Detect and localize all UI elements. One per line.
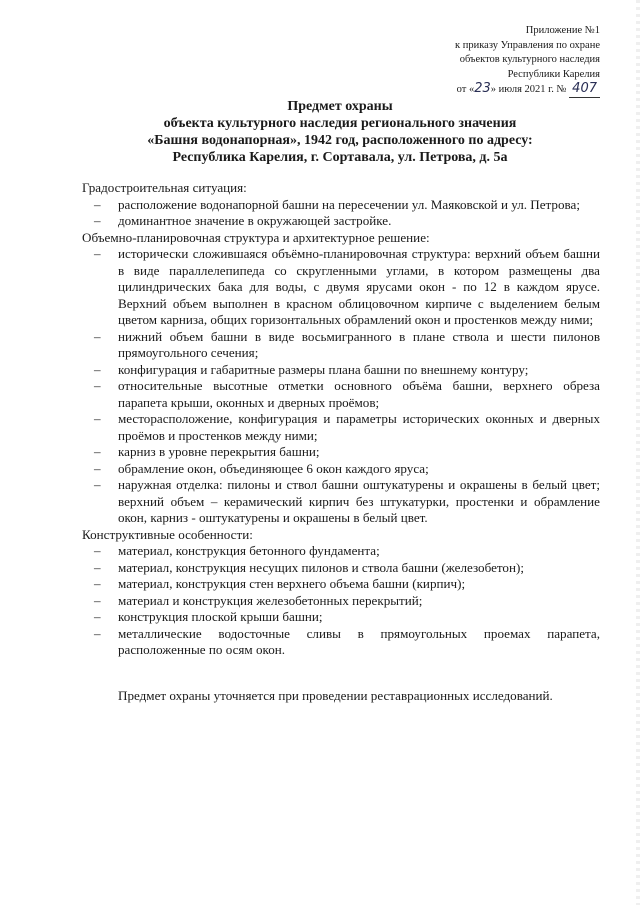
bullet-dash: – [94, 246, 101, 261]
list-item [82, 362, 600, 379]
section [82, 527, 600, 659]
list-item-text: наружная отделка: пилоны и ствол башни оштукатурены и окрашены в белый цвет; верхний объем – керамический кирпич без штукатурки, простенки и обрамление окон, карниз - оштукатурены и окрашены в белый цвет. [118, 477, 600, 525]
list-item [82, 213, 600, 230]
list-item [82, 543, 600, 560]
handwritten-order-number: 407 [569, 82, 600, 98]
bullet-dash: – [94, 477, 101, 492]
bullet-dash: – [94, 213, 101, 228]
date-prefix: от « [456, 84, 475, 95]
list-item [82, 378, 600, 411]
list-item-text: материал, конструкция стен верхнего объема башни (кирпич); [118, 576, 466, 591]
bullet-dash: – [94, 460, 101, 476]
appendix-line-4: Республики Карелия [507, 68, 600, 80]
bullet-dash: – [94, 411, 101, 426]
list-item [82, 477, 600, 527]
section [82, 180, 600, 230]
appendix-line-1: Приложение №1 [525, 25, 600, 36]
list-item [82, 609, 600, 626]
list-item [82, 461, 600, 478]
document-title [60, 98, 620, 166]
list-item-text: конфигурация и габаритные размеры плана башни по внешнему контуру; [118, 361, 529, 377]
date-middle: » июля 2021 г. № [490, 84, 567, 95]
bullet-list [82, 246, 600, 527]
section-heading: Градостроительная ситуация: [82, 180, 247, 195]
appendix-line-3: объектов культурного наследия [459, 54, 600, 65]
list-item-text: материал, конструкция несущих пилонов и ствола башни (железобетон); [118, 559, 524, 575]
list-item-text: относительные высотные отметки основного объёма башни, верхнего обреза парапета крыши, оконных и дверных проёмов; [118, 378, 600, 410]
appendix-line-2: к приказу Управления по охране [455, 39, 600, 51]
bullet-dash: – [94, 361, 101, 377]
list-item-text: металлические водосточные сливы в прямоугольных проемах парапета, расположенные по осям окон. [118, 625, 600, 657]
bullet-dash: – [94, 625, 101, 641]
scan-edge-decoration [636, 0, 640, 905]
appendix-date-line [455, 82, 600, 98]
list-item-text: материал, конструкция бетонного фундамента; [118, 543, 380, 558]
bullet-dash: – [94, 444, 101, 459]
bullet-dash: – [94, 592, 101, 608]
bullet-list [82, 543, 600, 659]
list-item [82, 560, 600, 577]
appendix-block [455, 24, 600, 98]
bullet-dash: – [94, 609, 101, 624]
section-heading: Конструктивные особенности: [82, 526, 253, 542]
bullet-dash: – [94, 576, 101, 591]
document-body [82, 180, 600, 704]
list-item-text: карниз в уровне перекрытия башни; [118, 444, 320, 459]
title-line-3: «Башня водонапорная», 1942 год, расположенного по адресу: [147, 133, 533, 148]
section [82, 230, 600, 527]
bullet-list [82, 197, 600, 230]
list-item-text: конструкция плоской крыши башни; [118, 609, 323, 624]
list-item [82, 411, 600, 444]
list-item-text: нижний объем башни в виде восьмигранного в плане ствола и шести пилонов прямоугольного сечения; [118, 328, 600, 360]
list-item-text: материал и конструкция железобетонных перекрытий; [118, 592, 423, 608]
title-line-1: Предмет охраны [287, 99, 393, 114]
list-item-text: обрамление окон, объединяющее 6 окон каждого яруса; [118, 460, 429, 476]
bullet-dash: – [94, 378, 101, 393]
title-line-4: Республика Карелия, г. Сортавала, ул. Петрова, д. 5а [172, 150, 508, 165]
bullet-dash: – [94, 196, 101, 212]
list-item [82, 593, 600, 610]
list-item [82, 444, 600, 461]
bullet-dash: – [94, 328, 101, 344]
bullet-dash: – [94, 559, 101, 575]
handwritten-day: 23 [474, 81, 491, 96]
list-item [82, 246, 600, 329]
section-heading: Объемно-планировочная структура и архитектурное решение: [82, 229, 430, 245]
list-item [82, 576, 600, 593]
list-item-text: расположение водонапорной башни на пересечении ул. Маяковской и ул. Петрова; [118, 196, 580, 212]
list-item [82, 197, 600, 214]
list-item-text: месторасположение, конфигурация и параметры исторических оконных и дверных проёмов и простенков между ними; [118, 411, 600, 443]
closing-note: Предмет охраны уточняется при проведении реставрационных исследований. [118, 687, 553, 703]
list-item-text: доминантное значение в окружающей застройке. [118, 213, 392, 228]
list-item-text: исторически сложившаяся объёмно-планировочная структура: верхний объем башни в виде параллелепипеда со скругленными углами, в котором размещены два цилиндрических бака для воды, с двумя ярусами окон - по 12 в каждом ярусе. Верхний объем выполнен в красном облицовочном кирпиче с выделением белым цветом карниза, общих горизонтальных обрамлений окон и простенков между ними; [118, 246, 600, 327]
list-item [82, 626, 600, 659]
list-item [82, 329, 600, 362]
title-line-2: объекта культурного наследия регионального значения [163, 116, 517, 131]
bullet-dash: – [94, 543, 101, 558]
sections-container [82, 180, 600, 659]
